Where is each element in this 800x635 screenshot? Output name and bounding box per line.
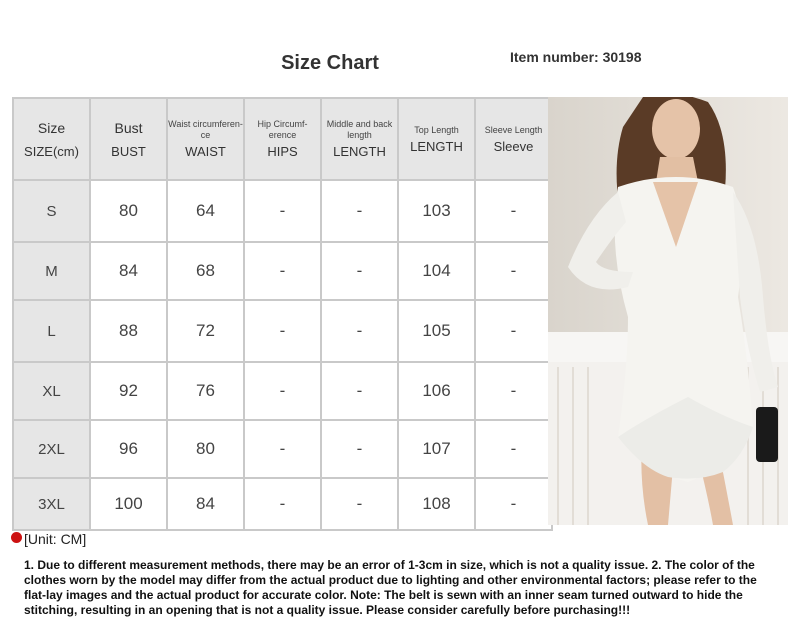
column-header	[167, 98, 244, 180]
column-header	[398, 98, 475, 180]
table-cell: 92	[90, 362, 167, 420]
column-header-title: Size	[37, 119, 66, 136]
column-header-title: Hip Circumf-erence	[257, 119, 308, 140]
table-cell: -	[244, 420, 321, 478]
table-cell: 107	[398, 420, 475, 478]
size-label-cell: 3XL	[13, 478, 90, 530]
page-title: Size Chart	[281, 52, 379, 74]
table-cell: -	[321, 420, 398, 478]
table-cell: 76	[167, 362, 244, 420]
column-header-code: Sleeve	[493, 138, 534, 154]
table-cell: -	[244, 300, 321, 362]
model-photo	[548, 97, 788, 525]
disclaimer-note: 1. Due to different measurement methods, there may be an error of 1-3cm in size, which is not a quality issue. 2. The color of the clothes worn by the model may differ from the actual product due to lighting and other environmental factors; please refer to the flat-lay images and the actual product for accurate color. Note: The belt is sewn with an inner seam turned outward to hide the stitching, resulting in an opening that is not a quality issue. Please consider carefully before purchasing!!!	[24, 558, 757, 617]
column-header-code: WAIST	[185, 144, 226, 159]
table-cell: 105	[398, 300, 475, 362]
table-cell: 80	[167, 420, 244, 478]
table-row	[13, 362, 552, 420]
table-cell: 84	[167, 478, 244, 530]
table-row	[13, 420, 552, 478]
table-cell: -	[321, 362, 398, 420]
column-header	[244, 98, 321, 180]
item-number: Item number: 30198	[510, 49, 642, 65]
table-cell: -	[475, 242, 552, 300]
column-header-title: Top Length	[414, 124, 459, 135]
table-cell: 88	[90, 300, 167, 362]
column-header-code: HIPS	[267, 144, 298, 159]
column-header	[90, 98, 167, 180]
table-cell: 68	[167, 242, 244, 300]
table-row	[13, 242, 552, 300]
column-header-title: Sleeve Length	[484, 124, 543, 135]
table-row	[13, 180, 552, 242]
column-header-code: BUST	[111, 143, 146, 159]
unit-label: [Unit: CM]	[24, 531, 87, 547]
table-cell: 104	[398, 242, 475, 300]
column-header-code: SIZE(cm)	[24, 143, 79, 159]
table-cell: 103	[398, 180, 475, 242]
table-cell: -	[475, 300, 552, 362]
table-cell: -	[321, 478, 398, 530]
size-label-cell: XL	[13, 362, 90, 420]
table-cell: 96	[90, 420, 167, 478]
table-cell: -	[475, 180, 552, 242]
table-cell: -	[244, 242, 321, 300]
size-label-cell: M	[13, 242, 90, 300]
table-cell: 64	[167, 180, 244, 242]
table-cell: -	[244, 362, 321, 420]
unit-dot-icon	[11, 532, 22, 543]
table-cell: 106	[398, 362, 475, 420]
table-cell: 80	[90, 180, 167, 242]
column-header-code: LENGTH	[333, 144, 386, 159]
column-header-code: LENGTH	[410, 138, 463, 154]
column-header	[13, 98, 90, 180]
size-label-cell: L	[13, 300, 90, 362]
size-label-cell: S	[13, 180, 90, 242]
table-cell: -	[244, 180, 321, 242]
size-label-cell: 2XL	[13, 420, 90, 478]
table-cell: -	[321, 300, 398, 362]
table-cell: -	[475, 362, 552, 420]
table-cell: 72	[167, 300, 244, 362]
table-cell: 84	[90, 242, 167, 300]
table-cell: 108	[398, 478, 475, 530]
table-cell: -	[475, 478, 552, 530]
size-table	[12, 97, 553, 531]
column-header	[475, 98, 552, 180]
table-cell: -	[244, 478, 321, 530]
table-header-row	[13, 98, 552, 180]
table-cell: -	[321, 180, 398, 242]
table-row	[13, 478, 552, 530]
column-header-title: Bust	[114, 119, 143, 136]
table-row	[13, 300, 552, 362]
table-cell: -	[475, 420, 552, 478]
column-header	[321, 98, 398, 180]
column-header-title: Middle and back length	[326, 119, 393, 140]
table-cell: -	[321, 242, 398, 300]
table-cell: 100	[90, 478, 167, 530]
column-header-title: Waist circumferen-ce	[168, 119, 243, 140]
